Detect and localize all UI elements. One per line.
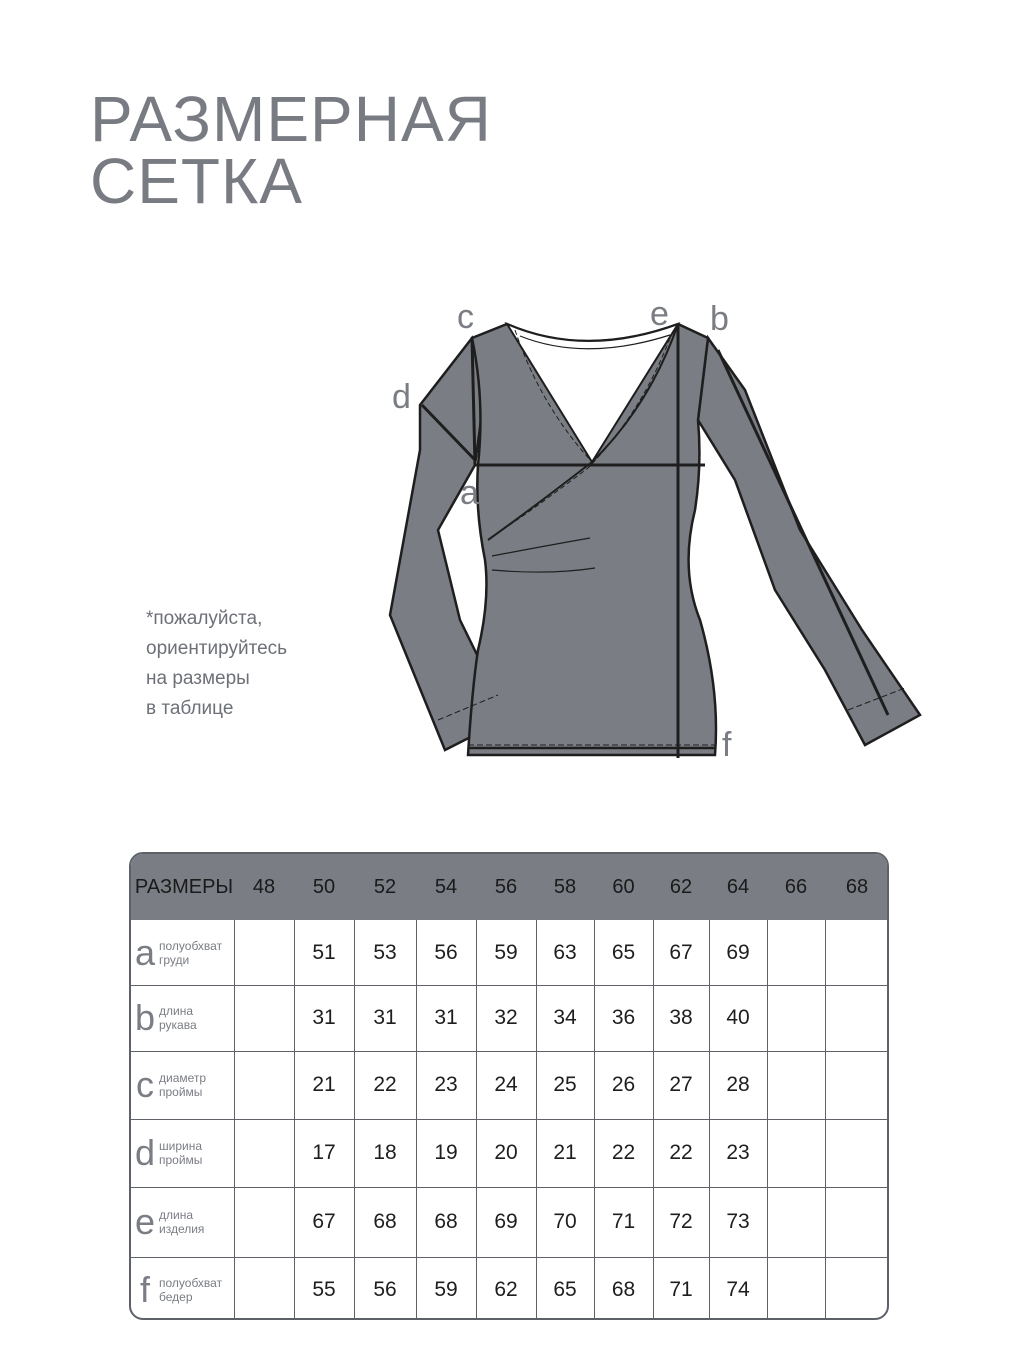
table-cell: 23: [726, 1141, 750, 1164]
row-letter: b: [134, 997, 156, 1038]
row-label: [131, 920, 234, 985]
table-cell: 71: [669, 1277, 693, 1301]
label-d: d: [392, 378, 411, 416]
table-cell: [767, 1051, 825, 1119]
table-cell: 68: [373, 1210, 397, 1233]
label-c: c: [457, 298, 474, 336]
row-desc-line: рукава: [159, 1018, 197, 1032]
size-note: [146, 604, 287, 724]
table-cell: [767, 985, 825, 1051]
table-cell: [767, 1257, 825, 1320]
row-description: [159, 1004, 197, 1032]
note-line: *пожалуйста,: [146, 608, 263, 629]
title-line-2: СЕТКА: [90, 145, 303, 217]
table-cell: [234, 1119, 294, 1187]
header-size: 48: [252, 875, 276, 898]
label-f: f: [722, 726, 732, 764]
table-cell: 40: [726, 1006, 750, 1029]
shirt-illustration: [380, 290, 940, 780]
table-cell: [234, 985, 294, 1051]
table-cell: 74: [726, 1277, 750, 1301]
table-cell: [234, 1051, 294, 1119]
table-cell: 24: [494, 1073, 518, 1096]
table-cell: 68: [434, 1210, 458, 1233]
row-label: [131, 1119, 234, 1187]
measure-line-b: [718, 350, 888, 715]
row-description: [159, 1208, 204, 1236]
table-cell: [767, 1187, 825, 1257]
header-size: 62: [669, 875, 693, 898]
table-cell: [767, 920, 825, 985]
note-line: ориентируйтесь: [146, 638, 288, 659]
table-cell: 21: [312, 1073, 336, 1096]
row-desc-line: длина: [159, 1208, 194, 1222]
table-cell: 55: [312, 1277, 336, 1301]
table-cell: 22: [611, 1141, 636, 1164]
table-cell: 63: [553, 940, 577, 964]
row-description: [159, 1276, 222, 1304]
header-label: РАЗМЕРЫ: [134, 875, 234, 898]
title-line-1: РАЗМЕРНАЯ: [90, 83, 492, 155]
table-cell: [825, 1257, 889, 1320]
row-letter: a: [134, 931, 156, 973]
table-cell: 27: [669, 1073, 693, 1096]
table-cell: 73: [726, 1210, 750, 1233]
table-cell: 62: [494, 1277, 518, 1301]
table-cell: 59: [494, 940, 518, 964]
table-cell: [825, 1187, 889, 1257]
row-label: [131, 985, 234, 1051]
table-cell: [825, 1119, 889, 1187]
table-cell: [234, 920, 294, 985]
row-letter: e: [134, 1201, 156, 1242]
header-size: 56: [494, 875, 518, 898]
row-description: [159, 1071, 206, 1099]
label-e: e: [650, 295, 669, 333]
table-cell: 72: [669, 1210, 693, 1233]
header-size: 58: [553, 875, 577, 898]
table-cell: 65: [553, 1277, 577, 1301]
table-cell: 56: [434, 940, 458, 964]
table-cell: 70: [553, 1210, 577, 1233]
table-cell: 71: [611, 1210, 636, 1233]
header-size: 60: [612, 875, 635, 898]
row-desc-line: диаметр: [159, 1071, 207, 1085]
table-cell: 22: [373, 1073, 397, 1096]
table-cell: 19: [434, 1141, 458, 1164]
right-sleeve: [698, 338, 920, 745]
table-cell: 20: [494, 1141, 518, 1164]
header-size: 52: [373, 875, 397, 898]
table-cell: 59: [434, 1277, 458, 1301]
row-letter: d: [134, 1132, 156, 1173]
header-size: 68: [845, 875, 869, 898]
table-cell: 67: [312, 1210, 336, 1233]
row-desc-line: ширина: [159, 1139, 203, 1153]
table-cell: 69: [494, 1210, 518, 1233]
table-cell: 56: [373, 1277, 397, 1301]
row-desc-line: бедер: [159, 1289, 193, 1304]
header-size: 64: [726, 875, 750, 898]
table-cell: [767, 1119, 825, 1187]
table-cell: [234, 1257, 294, 1320]
page-title: [90, 83, 492, 217]
table-cell: 31: [373, 1006, 397, 1029]
table-cell: [825, 985, 889, 1051]
table-cell: 21: [553, 1141, 577, 1164]
table-cell: [825, 920, 889, 985]
table-cell: 34: [553, 1006, 577, 1029]
row-desc-line: проймы: [159, 1085, 203, 1099]
table-cell: 25: [553, 1073, 577, 1096]
header-size: 66: [784, 875, 808, 898]
table-cell: 38: [669, 1006, 693, 1029]
row-description: [159, 939, 222, 967]
size-table-grid: [131, 854, 887, 1318]
table-cell: [234, 1187, 294, 1257]
table-cell: [825, 1051, 889, 1119]
table-cell: 18: [373, 1141, 397, 1164]
header-size: 50: [312, 875, 336, 898]
label-a: a: [460, 474, 479, 512]
row-letter: f: [139, 1268, 150, 1310]
table-cell: 31: [434, 1006, 458, 1029]
table-cell: 67: [669, 940, 693, 964]
row-desc-line: длина: [159, 1004, 194, 1018]
row-label: [131, 1257, 234, 1320]
row-desc-line: полуобхват: [159, 1275, 223, 1290]
row-desc-line: изделия: [159, 1222, 205, 1236]
table-cell: 69: [726, 940, 750, 964]
table-cell: 22: [669, 1141, 693, 1164]
note-line: в таблице: [146, 698, 234, 719]
row-description: [159, 1139, 202, 1167]
table-cell: 31: [312, 1006, 336, 1029]
size-table: [129, 852, 889, 1320]
row-label: [131, 1051, 234, 1119]
note-line: на размеры: [146, 668, 250, 689]
row-desc-line: проймы: [159, 1153, 203, 1167]
table-cell: 53: [373, 940, 397, 964]
table-cell: 65: [611, 940, 636, 964]
table-cell: 26: [611, 1073, 636, 1096]
table-cell: 28: [726, 1073, 750, 1096]
table-cell: 36: [611, 1006, 636, 1029]
row-desc-line: полуобхват: [159, 938, 223, 953]
table-cell: 17: [312, 1141, 336, 1164]
label-b: b: [710, 300, 729, 338]
table-cell: 68: [611, 1277, 636, 1301]
row-label: [131, 1187, 234, 1257]
header-size: 54: [434, 875, 458, 898]
garment-diagram: [380, 290, 940, 780]
table-cell: 23: [434, 1073, 458, 1096]
table-cell: 32: [494, 1006, 518, 1029]
row-letter: c: [136, 1064, 154, 1105]
table-cell: 51: [312, 940, 336, 964]
row-desc-line: груди: [159, 952, 190, 967]
